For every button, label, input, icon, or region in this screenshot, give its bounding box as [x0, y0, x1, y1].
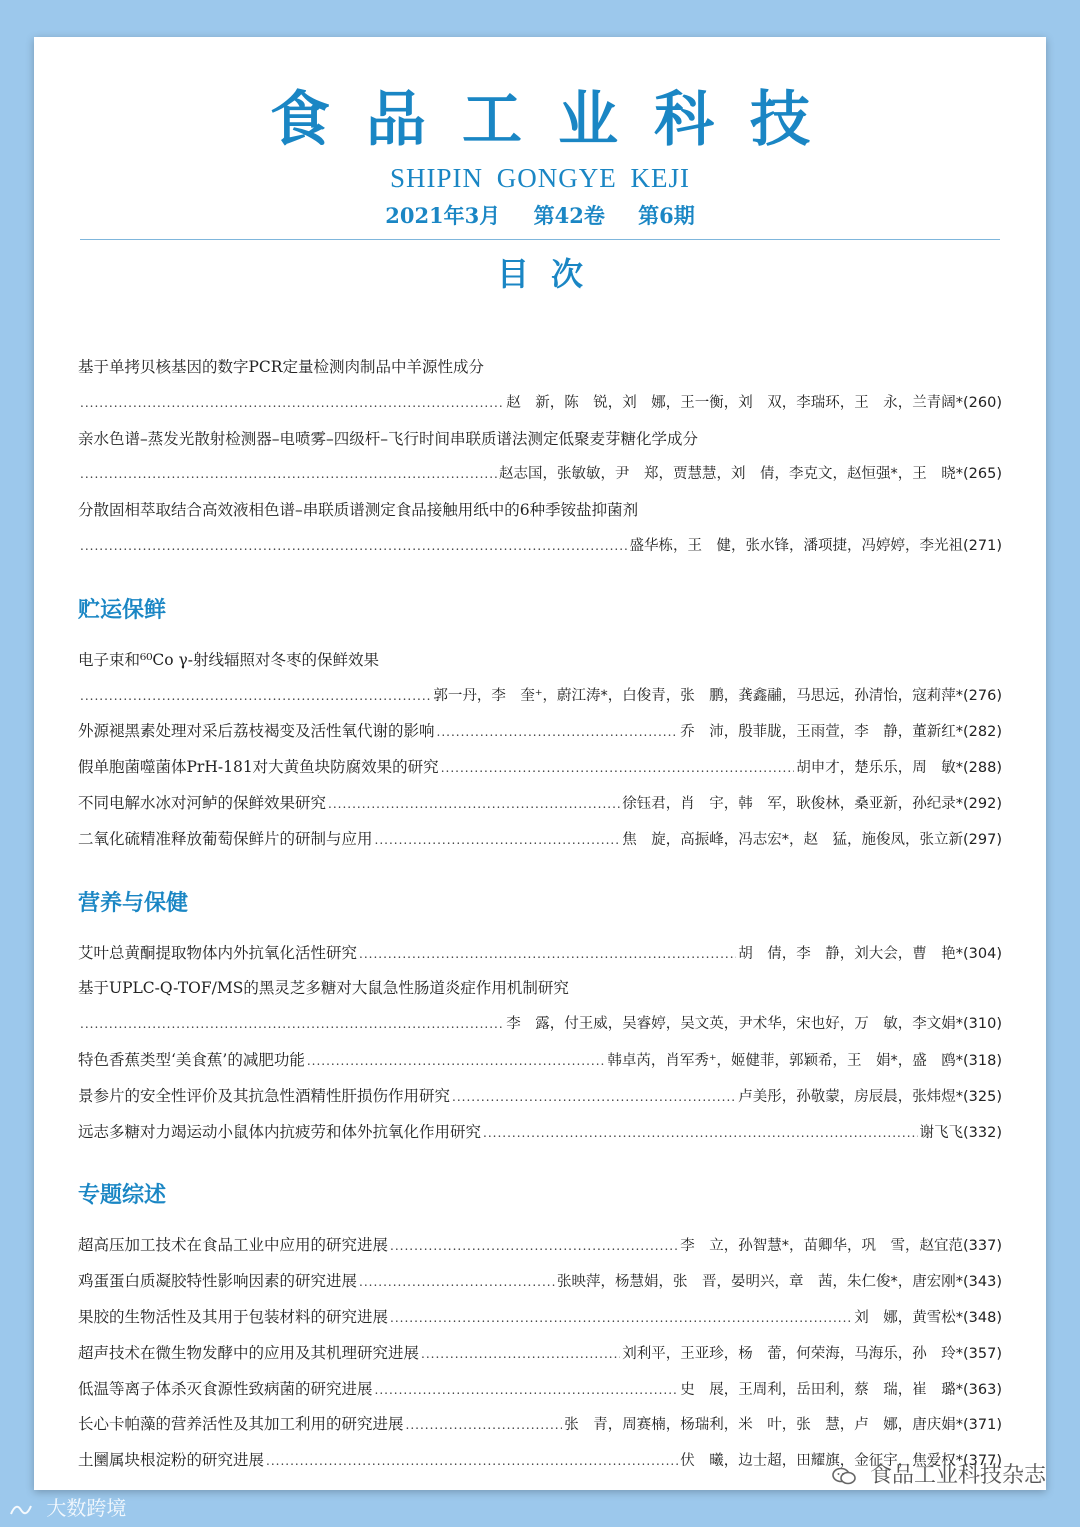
entry-title: 长心卡帕藻的营养活性及其加工利用的研究进展 — [78, 1415, 404, 1434]
entry-title: 低温等离子体杀灭食源性致病菌的研究进展 — [78, 1379, 373, 1398]
dot-leader — [441, 751, 795, 786]
dot-leader — [483, 1116, 917, 1151]
entry-authors: 李 露，付王威，吴睿婷，吴文英，尹术华，宋也好，万 敏，李文娟*(310) — [506, 1016, 1002, 1033]
watermark-right — [831, 1458, 1046, 1489]
table-of-contents — [78, 350, 1002, 1479]
entry-authors: 焦 旋，高振峰，冯志宏*，赵 猛，施俊凤，张立新(297) — [622, 831, 1002, 848]
dot-leader — [307, 1044, 605, 1079]
toc-entry[interactable] — [78, 714, 1002, 750]
toc-entry[interactable] — [78, 936, 1002, 972]
masthead — [34, 85, 1046, 230]
dot-leader — [421, 1337, 620, 1372]
entry-title: 假单胞菌噬菌体PrH-181对大黄鱼块防腐效果的研究 — [78, 758, 439, 777]
dot-leader — [390, 1301, 852, 1336]
wechat-icon — [831, 1466, 857, 1486]
entry-authors: 谢飞飞(332) — [919, 1124, 1002, 1141]
entry-title: 基于UPLC-Q-TOF/MS的黑灵芝多糖对大鼠急性肠道炎症作用机制研究 — [78, 979, 569, 998]
entry-title: 鸡蛋蛋白质凝胶特性影响因素的研究进展 — [78, 1272, 358, 1291]
dot-leader — [80, 529, 628, 565]
toc-entry[interactable] — [78, 493, 1002, 565]
entry-title: 基于单拷贝核基因的数字PCR定量检测肉制品中羊源性成分 — [78, 358, 484, 376]
entry-title: 外源褪黑素处理对采后荔枝褐变及活性氧代谢的影响 — [78, 722, 435, 741]
toc-entry[interactable] — [78, 422, 1002, 494]
entry-authors: 胡申才，楚乐乐，周 敏*(288) — [796, 760, 1002, 777]
toc-entry[interactable] — [78, 1300, 1002, 1336]
toc-entry[interactable] — [78, 971, 1002, 1043]
issue-volume: 第42卷 — [533, 203, 605, 228]
issue-number: 第6期 — [638, 203, 695, 228]
dot-leader — [375, 823, 621, 858]
entry-title: 超声技术在微生物发酵中的应用及其机理研究进展 — [78, 1343, 420, 1362]
toc-entry[interactable] — [78, 1115, 1002, 1151]
toc-entry[interactable] — [78, 786, 1002, 822]
entry-authors: 史 展，王周利，岳田利，蔡 瑞，崔 璐*(363) — [680, 1381, 1002, 1398]
dot-leader — [80, 1007, 504, 1043]
entry-authors: 伏 曦，边士超，田耀旗，金征宇，焦爱权*(377) — [680, 1453, 1002, 1470]
entry-authors: 郭一丹，李 奎⁺，蔚江涛*，白俊青，张 鹏，龚鑫鬴，马思远，孙清怡，寇莉萍*(276) — [433, 687, 1002, 704]
entry-authors: 张 青，周赛楠，杨瑞利，米 叶，张 慧，卢 娜，唐庆娟*(371) — [564, 1417, 1002, 1434]
entry-authors: 胡 倩，李 静，刘大会，曹 艳*(304) — [738, 945, 1002, 962]
toc-page — [34, 37, 1046, 1490]
entry-authors: 刘 娜，黄雪松*(348) — [854, 1309, 1002, 1326]
entry-authors: 刘利平，王亚珍，杨 蕾，何荣海，马海乐，孙 玲*(357) — [622, 1345, 1002, 1362]
toc-entry[interactable] — [78, 1043, 1002, 1079]
toc-entry[interactable] — [78, 822, 1002, 858]
dot-leader — [375, 1373, 679, 1408]
toc-entry[interactable] — [78, 1407, 1002, 1443]
entry-title: 远志多糖对力竭运动小鼠体内抗疲劳和体外抗氧化作用研究 — [78, 1122, 482, 1141]
dot-leader — [266, 1444, 678, 1479]
toc-entry[interactable] — [78, 1264, 1002, 1300]
toc-entry[interactable] — [78, 643, 1002, 715]
dot-leader — [390, 1229, 678, 1264]
toc-entry[interactable] — [78, 1336, 1002, 1372]
issue-date: 2021年3月 — [385, 203, 501, 228]
dot-leader — [328, 787, 620, 822]
watermark-right-text: 食品工业科技杂志 — [869, 1463, 1046, 1488]
toc-entry[interactable] — [78, 350, 1002, 422]
entry-title: 土圞属块根淀粉的研究进展 — [78, 1451, 265, 1470]
entry-authors: 盛华栋，王 健，张水锋，潘项捷，冯婷婷，李光祖(271) — [629, 537, 1002, 554]
entry-title: 分散固相萃取结合高效液相色谱–串联质谱测定食品接触用纸中的6种季铵盐抑菌剂 — [78, 501, 639, 520]
dot-leader — [80, 457, 497, 493]
entry-authors: 乔 沛，殷菲胧，王雨萱，李 静，董新红*(282) — [680, 724, 1002, 741]
dot-leader — [437, 715, 679, 750]
dot-leader — [452, 1080, 736, 1115]
entry-title: 景参片的安全性评价及其抗急性酒精性肝损伤作用研究 — [78, 1086, 451, 1105]
toc-title: 目次 — [496, 255, 605, 293]
toc-entry[interactable] — [78, 1228, 1002, 1264]
dot-leader — [406, 1408, 563, 1443]
dot-leader — [359, 937, 736, 972]
toc-entry[interactable] — [78, 1079, 1002, 1115]
entry-title: 亲水色谱–蒸发光散射检测器–电喷雾–四级杆–飞行时间串联质谱法测定低聚麦芽糖化学成分 — [78, 429, 699, 448]
journal-title: 食品工业科技 — [270, 85, 846, 155]
section-heading: 专题综述 — [78, 1182, 167, 1209]
divider — [80, 239, 1000, 240]
dot-leader — [80, 679, 431, 715]
logo-icon — [8, 1500, 34, 1520]
entry-title: 果胶的生物活性及其用于包装材料的研究进展 — [78, 1307, 389, 1326]
watermark-left-text: 大数跨境 — [46, 1496, 127, 1520]
entry-title: 艾叶总黄酮提取物体内外抗氧化活性研究 — [78, 943, 358, 962]
entry-authors: 赵 新，陈 锐，刘 娜，王一衡，刘 双，李瑞环，王 永，兰青阔*(260) — [506, 394, 1002, 411]
section-heading: 贮运保鲜 — [78, 596, 167, 623]
issue-info — [34, 200, 1046, 230]
entry-title: 特色香蕉类型‘美食蕉’的减肥功能 — [78, 1050, 305, 1069]
entry-authors: 徐钰君，肖 宇，韩 军，耿俊林，桑亚新，孙纪录*(292) — [622, 795, 1002, 812]
toc-entry[interactable] — [78, 1372, 1002, 1408]
entry-authors: 张映萍，杨慧娟，张 晋，晏明兴，章 茜，朱仁俊*，唐宏刚*(343) — [557, 1274, 1002, 1291]
toc-entry[interactable] — [78, 750, 1002, 786]
journal-pinyin: SHIPIN GONGYE KEJI — [390, 163, 690, 193]
dot-leader — [80, 386, 504, 422]
entry-title: 超高压加工技术在食品工业中应用的研究进展 — [78, 1236, 389, 1255]
entry-title: 电子束和⁶⁰Co γ-射线辐照对冬枣的保鲜效果 — [78, 650, 380, 669]
dot-leader — [359, 1265, 555, 1300]
entry-authors: 李 立，孙智慧*，苗卿华，巩 雪，赵宜范(337) — [680, 1238, 1002, 1255]
entry-authors: 韩卓芮，肖军秀⁺，姬健菲，郭颖希，王 娟*，盛 鸥*(318) — [607, 1052, 1002, 1069]
entry-title: 不同电解水冰对河鲈的保鲜效果研究 — [78, 793, 327, 812]
entry-title: 二氧化硫精准释放葡萄保鲜片的研制与应用 — [78, 829, 373, 848]
section-heading: 营养与保健 — [78, 889, 189, 916]
watermark-left — [8, 1492, 126, 1521]
entry-authors: 赵志国，张敏敏，尹 郑，贾慧慧，刘 倩，李克文，赵恒强*，王 晓*(265) — [499, 466, 1002, 483]
entry-authors: 卢美彤，孙敬蒙，房辰晨，张炜煜*(325) — [738, 1088, 1002, 1105]
